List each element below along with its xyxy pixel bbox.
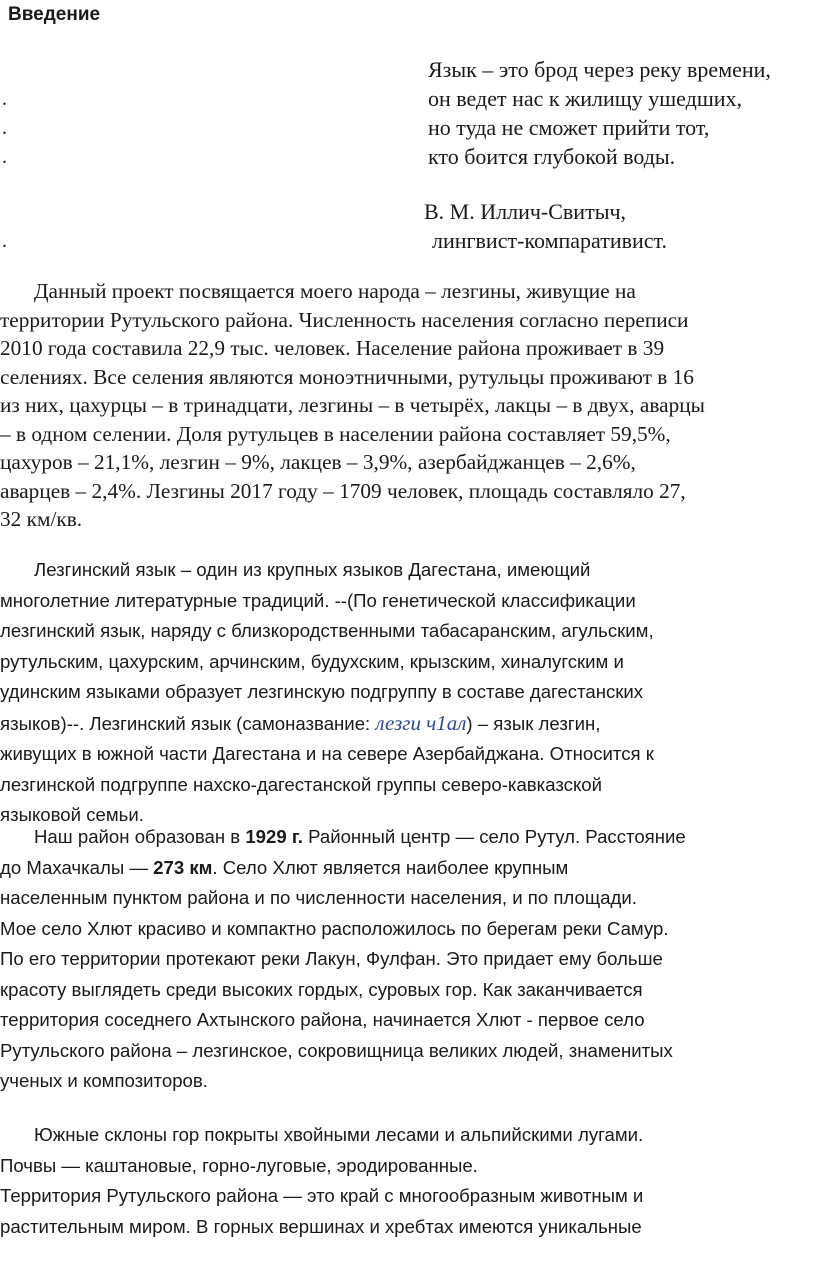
text-line: территории Рутульского района. Численность населения согласно переписи [0, 307, 689, 332]
list-dot: . [2, 117, 7, 139]
text-line: лезгинской подгруппе нахско-дагестанской группы северо-кавказской [0, 773, 603, 795]
paragraph-language [0, 555, 812, 831]
text-line: Данный проект посвящается моего народа – лезгины, живущие на [34, 279, 636, 303]
year-founded: 1929 г. [245, 826, 303, 847]
text-line: аварцев – 2,4%. Лезгины 2017 году – 1709 человек, площадь составляло 27, [0, 478, 686, 503]
paragraph-intro [0, 277, 812, 534]
text-line: Лезгинский язык – один из крупных языков Дагестана, имеющий [34, 559, 591, 580]
text-line: 2010 года составила 22,9 тыс. человек. Население района проживает в 39 [0, 336, 665, 360]
text-line: рутульским, цахурским, арчинским, будухским, крызским, хиналугским и [0, 650, 624, 672]
epigraph-line: кто боится глубокой воды. [428, 144, 676, 169]
text-line: из них, цахурцы – в тринадцати, лезгины – в четырёх, лакцы – в двух, аварцы [0, 393, 705, 417]
text-segment: Наш район образован в [34, 826, 246, 847]
text-line: селениях. Все селения являются моноэтничными, рутульцы проживают в 16 [0, 364, 694, 389]
text-line: красоту выглядеть среди высоких гордых, суровых гор. Как заканчивается [0, 978, 643, 1000]
text-line: Южные склоны гор покрыты хвойными лесами и альпийскими лугами. [34, 1124, 644, 1145]
paragraph-nature [0, 1120, 812, 1242]
text-segment: ) – язык лезгин, [466, 712, 601, 734]
text-line: По его территории протекают реки Лакун, Фулфан. Это придает ему больше [0, 948, 663, 969]
epigraph-author: В. М. Иллич-Свитыч, [424, 199, 627, 224]
text-line: многолетние литературные традиций. --(По генетической классификации [0, 589, 636, 611]
list-dot: . [2, 88, 7, 110]
text-line: населенным пунктом района и по численности населения, и по площади. [0, 887, 637, 908]
text-line: Рутульского района – лезгинское, сокровищница великих людей, знаменитых [0, 1039, 673, 1061]
text-line: Почвы — каштановые, горно-луговые, эродированные. [0, 1154, 478, 1176]
text-segment: языков)--. Лезгинский язык (самоназвание: [0, 712, 376, 734]
text-line: растительным миром. В горных вершинах и хребтах имеются уникальные [0, 1215, 642, 1237]
text-line: цахуров – 21,1%, лезгин – 9%, лакцев – 3,9%, азербайджанцев – 2,6%, [0, 450, 636, 474]
text-line: ученых и композиторов. [0, 1070, 208, 1091]
list-dot: . [2, 230, 7, 252]
distance-value: 273 км [153, 856, 213, 878]
text-line: – в одном селении. Доля рутульцев в населении района составляет 59,5%, [0, 421, 671, 446]
text-line [0, 708, 812, 740]
text-line [0, 822, 812, 853]
text-line: удинским языками образует лезгинскую подгруппу в составе дагестанских [0, 681, 644, 702]
text-segment: до Махачкалы — [0, 856, 154, 878]
self-name-term: лезги ч1ал [375, 710, 467, 735]
text-segment: . Село Хлют является наиболее крупным [212, 856, 569, 878]
epigraph-line: он ведет нас к жилищу ушедших, [428, 86, 743, 111]
epigraph-author-role: лингвист-компаративист. [432, 228, 667, 253]
epigraph-line: но туда не сможет прийти тот, [428, 115, 710, 140]
paragraph-district [0, 822, 812, 1097]
text-line [0, 853, 812, 884]
text-line: Мое село Хлют красиво и компактно расположилось по берегам реки Самур. [0, 917, 669, 939]
text-line: 32 км/кв. [0, 507, 83, 531]
text-segment: Районный центр — село Рутул. Расстояние [302, 826, 686, 847]
text-line: языковой семьи. [0, 804, 144, 825]
text-line: Территория Рутульского района — это край с многообразным животным и [0, 1185, 644, 1206]
text-line: лезгинский язык, наряду с близкородственными табасаранским, агульским, [0, 620, 654, 641]
text-line: живущих в южной части Дагестана и на севере Азербайджана. Относится к [0, 743, 654, 764]
epigraph-line: Язык – это брод через реку времени, [428, 57, 771, 82]
page-title: Введение [8, 4, 101, 25]
list-dot: . [2, 146, 7, 168]
text-line: территория соседнего Ахтынского района, начинается Хлют - первое село [0, 1009, 645, 1030]
